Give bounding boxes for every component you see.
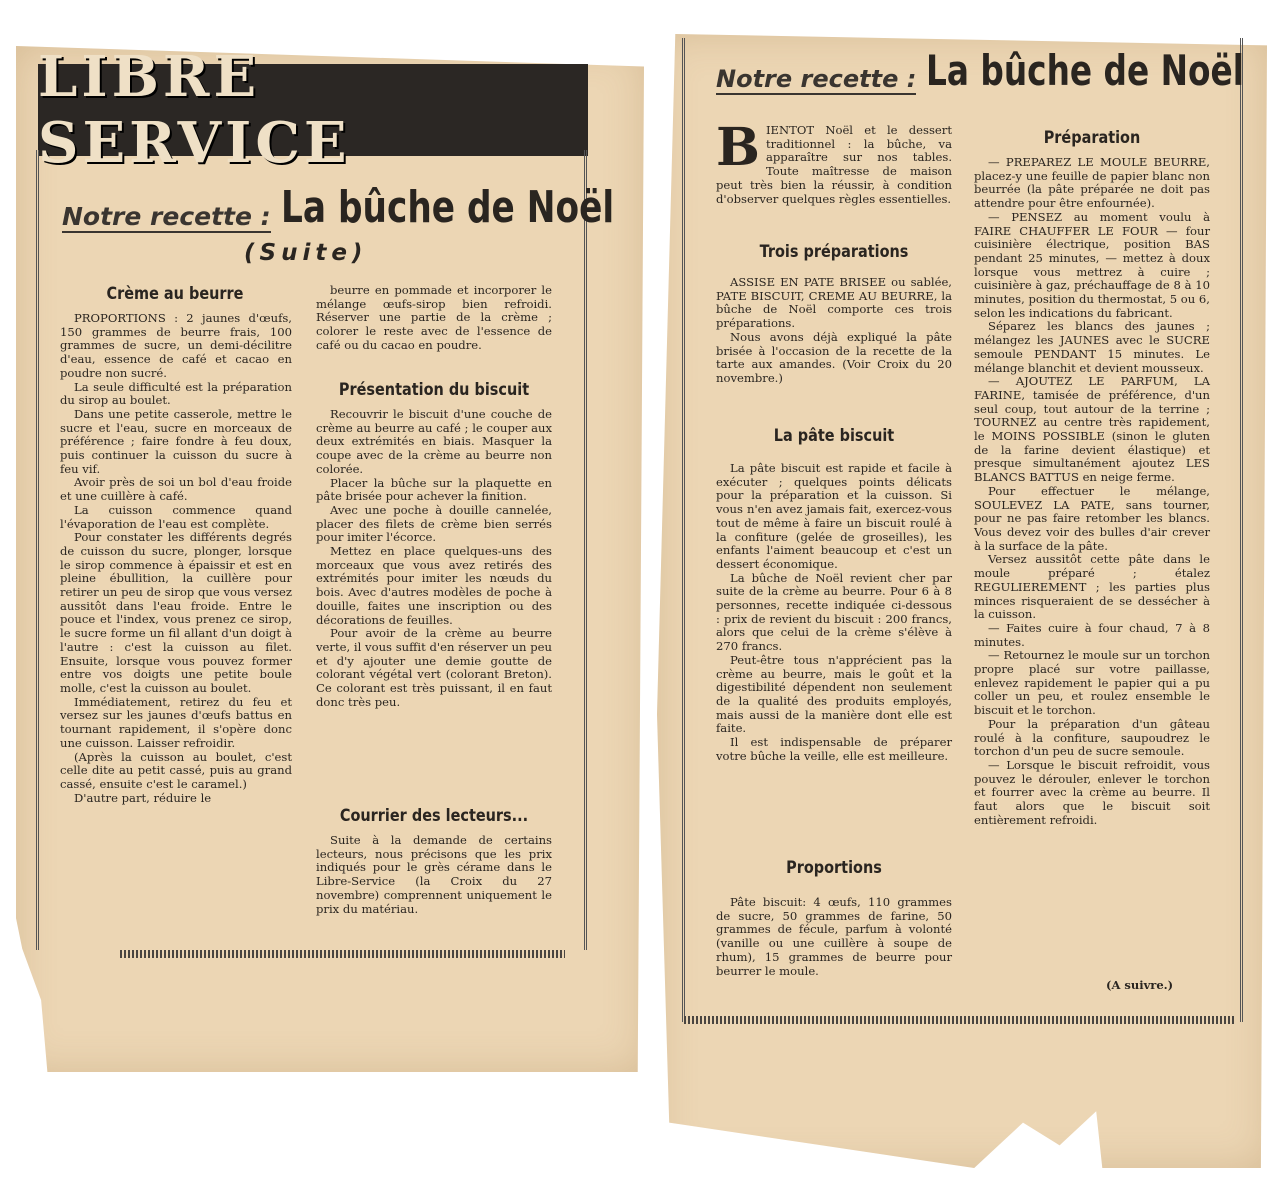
paragraph: Avoir près de soi un bol d'eau froide et une cuillère à café. (60, 475, 292, 504)
paragraph: — Lorsque le biscuit refroidit, vous pouvez le dérouler, enlever le torchon et fourrer avec la crème au beurre. Il faut alors que le biscuit soit entièrement refroidi. (974, 757, 1210, 827)
intro-text: IENTOT Noël et le dessert traditionnel : la bûche, va apparaître sur nos tables. Toute maîtresse de maison peut très bien la réussir, à condition d'observer quelques règles essentielles. (716, 123, 952, 206)
right-title-prefix: Notre recette : (716, 65, 917, 93)
left-bottom-rule (120, 950, 565, 958)
paragraph: Versez aussitôt cette pâte dans le moule préparé ; étalez REGULIEREMENT ; les parties plus minces risqueraient de se dessécher à la cuisson. (974, 552, 1210, 622)
paragraph: ASSISE EN PATE BRISEE ou sablée, PATE BISCUIT, CREME AU BEURRE, la bûche de Noël comporte ces trois préparations. (716, 275, 952, 331)
left-column-2-top (316, 284, 552, 353)
proportions-text (716, 896, 952, 978)
paragraph: D'autre part, réduire le (74, 790, 212, 805)
pate-text (716, 462, 952, 763)
paragraph: — PENSEZ au moment voulu à FAIRE CHAUFFER LE FOUR — four cuisinière électrique, position BAS pendant 25 minutes, — mettez à doux lorsque vous mettrez à cuire ; cuisinière à gaz, préchauffage de 8 à 10 minutes, position du thermostat, 5 ou 6, selon les indications du fabricant. (974, 209, 1210, 320)
right-intro (716, 117, 952, 206)
trois-preparations-heading: Trois préparations (759, 242, 909, 262)
libre-service-banner (38, 44, 588, 176)
preparation-heading: Préparation (1043, 128, 1141, 148)
paragraph: (Après la cuisson au boulet, c'est celle dite au petit cassé, puis au grand cassé, ensuite c'est le caramel.) (60, 749, 292, 791)
right-title-main: La bûche de Noël (926, 46, 1245, 95)
paragraph: Mettez en place quelques-uns des morceaux que vous avez retirés des extrémités pour imiter les nœuds du bois. Avec d'autres modèles de poche à douille, faites une inscription ou des décorations de feuilles. (316, 544, 552, 627)
left-column-1 (60, 312, 292, 805)
paragraph: Immédiatement, retirez du feu et versez sur les jaunes d'œufs battus en tournant rapidement, il s'opère donc une cuisson. Laisser refroidir. (60, 694, 292, 750)
paragraph: — Faites cuire à four chaud, 7 à 8 minutes. (974, 620, 1210, 649)
paragraph: La bûche de Noël revient cher par suite de la crème au beurre. Pour 6 à 8 personnes, recette indiquée ci-dessous : prix de revient du biscuit : 200 francs, alors que celui de la crème s'élève à 270 francs. (716, 570, 952, 654)
paragraph: Pour la préparation d'un gâteau roulé à la confiture, saupoudrez le torchon d'un peu de sucre semoule. (974, 716, 1210, 759)
presentation-heading: Présentation du biscuit (338, 380, 530, 400)
courrier-text (316, 834, 552, 916)
paragraph: Suite à la demande de certains lecteurs, nous précisons que les prix indiqués pour le grès cérame dans le Libre-Service (la Croix du 27 novembre) comprennent uniquement le prix du matériau. (316, 833, 552, 916)
paragraph: Il est indispensable de préparer votre bûche la veille, elle est meilleure. (716, 735, 952, 763)
paragraph: Pâte biscuit: 4 œufs, 110 grammes de sucre, 50 grammes de farine, 50 grammes de fécule, parfum à volonté (vanille ou une cuillère à soupe de rhum), 15 grammes de beurre pour beurrer le moule. (716, 895, 952, 978)
paragraph: Peut-être tous n'apprécient pas la crème au beurre, mais le goût et la digestibilité dépendent non seulement de la qualité des produits employés, mais aussi de la manière dont elle est faite. (716, 652, 952, 736)
paragraph: — PREPAREZ LE MOULE BEURRE, placez-y une feuille de papier blanc non beurrée (la pâte préparée ne doit pas attendre pour être enfournée). (974, 155, 1210, 211)
courrier-heading: Courrier des lecteurs... (339, 806, 529, 826)
left-title-main: La bûche de Noël (280, 182, 614, 233)
proportions-heading: Proportions (786, 858, 882, 878)
creme-au-beurre-heading: Crème au beurre (106, 284, 244, 304)
left-title (62, 182, 708, 233)
pate-biscuit-heading: La pâte biscuit (773, 426, 895, 446)
paragraph: La cuisson commence quand l'évaporation de l'eau est complète. (60, 502, 292, 531)
paragraph: Pour avoir de la crème au beurre verte, il vous suffit d'en réserver un peu et d'y ajouter une demie goutte de colorant végétal vert (colorant Breton). Ce colorant est très puissant, il en faut donc très peu. (316, 626, 552, 709)
preparation-text (974, 156, 1210, 827)
paragraph: beurre en pommade et incorporer le mélange œufs-sirop bien refroidi. Réserver une partie de la crème ; colorer le reste avec de l'essence de café ou du cacao en poudre. (316, 283, 552, 352)
paragraph: Placer la bûche sur la plaquette en pâte brisée pour achever la finition. (316, 475, 552, 504)
paragraph: La pâte biscuit est rapide et facile à exécuter ; quelques points délicats pour la préparation et la cuisson. Si vous n'en avez jamais fait, exercez-vous tout de même à faire un biscuit roulé à la confiture (gelée de groseilles), les enfants l'aiment beaucoup et c'est un dessert économique. (716, 461, 952, 571)
paragraph: La seule difficulté est la préparation du sirop au boulet. (60, 379, 292, 408)
paragraph: Avec une poche à douille cannelée, placer des filets de crème bien serrés pour imiter l'écorce. (316, 502, 552, 545)
suite-label: (Suite) (244, 240, 368, 266)
paragraph: Pour constater les différents degrés de cuisson du sucre, plonger, lorsque le sirop commence à épaissir et est en pleine ébullition, la cuillère pour retirer un peu de sirop que vous versez aussitôt dans l'eau froide. Entre le pouce et l'index, vous prenez ce sirop, le sucre forme un fil allant d'un doigt à l'autre : c'est la cuisson au filet. Ensuite, lorsque vous pouvez former entre vos doigts une petite boule molle, c'est la cuisson au boulet. (60, 530, 292, 695)
right-title (716, 46, 1275, 95)
paragraph: Nous avons déjà expliqué la pâte brisée à l'occasion de la recette de la tarte aux amandes. (Voir Croix du 20 novembre.) (716, 329, 952, 385)
paragraph: Pour effectuer le mélange, SOULEVEZ LA PATE, sans tourner, pour ne pas faire retomber les blancs. Vous devez voir des bulles d'air crever à la surface de la pâte. (974, 483, 1210, 553)
a-suivre-note: (A suivre.) (1106, 978, 1174, 992)
paragraph: Recouvrir le biscuit d'une couche de crème au beurre au café ; le couper aux deux extrémités en biais. Masquer la coupe avec de la crème au beurre non colorée. (316, 407, 552, 476)
paragraph: Séparez les blancs des jaunes ; mélangez les JAUNES avec le SUCRE semoule PENDANT 15 minutes. Le mélange blanchit et devient mousseux. (974, 319, 1210, 375)
right-bottom-rule (684, 1016, 1234, 1024)
drop-cap: B (716, 117, 760, 178)
presentation-text (316, 408, 552, 709)
banner-text: LIBRE SERVICE (38, 44, 351, 176)
paragraph: — AJOUTEZ LE PARFUM, LA FARINE, tamisée de préférence, d'un seul coup, tout autour de la terrine ; TOURNEZ au centre très rapidement, le MOINS POSSIBLE (sinon le gluten de la farine devient élastique) et presque simultanément ajoutez LES BLANCS BATTUS en neige ferme. (974, 374, 1210, 485)
trois-text (716, 276, 952, 386)
paragraph: Dans une petite casserole, mettre le sucre et l'eau, sucre en morceaux de préférence ; faire fondre à feu doux, puis continuer la cuisson du sucre à feu vif. (60, 406, 292, 476)
left-title-prefix: Notre recette : (62, 202, 271, 231)
paragraph: PROPORTIONS : 2 jaunes d'œufs, 150 grammes de beurre frais, 100 grammes de sucre, un demi-décilitre d'eau, essence de café et cacao en poudre non sucré. (60, 311, 292, 380)
paragraph: — Retournez le moule sur un torchon propre placé sur votre paillasse, enlevez rapidement le papier qui a pu coller un peu, et roulez ensemble le biscuit et le torchon. (974, 648, 1210, 718)
